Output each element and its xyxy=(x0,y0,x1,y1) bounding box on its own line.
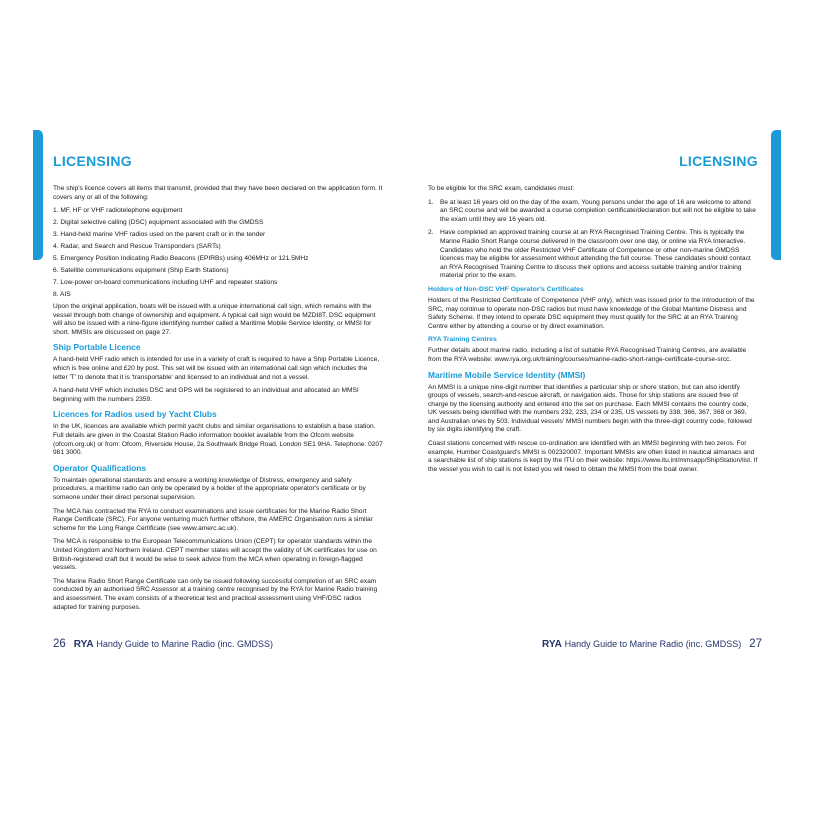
list-number: 2. xyxy=(428,229,434,237)
guide-title: Handy Guide to Marine Radio (inc. GMDSS) xyxy=(564,639,742,649)
page-title: LICENSING xyxy=(53,153,132,169)
intro-text: To be eligible for the SRC exam, candidates must: xyxy=(428,185,575,192)
list-item: 5. Emergency Position Indicating Radio Beacons (EPIRBs) using 406MHz or 121.5MHz xyxy=(53,255,309,263)
list-number: 1. xyxy=(428,198,434,206)
left-footer xyxy=(53,638,273,650)
list-item: 3. Hand-held marine VHF radios used on the parent craft or in the tender xyxy=(53,231,266,239)
right-page xyxy=(428,150,758,479)
list-item: 7. Low-power on-board communications including UHF and repeater stations xyxy=(53,279,278,287)
eligibility-list xyxy=(428,199,758,281)
intro-text: The ship's licence covers all items that transmit, provided that they have been declared on the application form. It covers any or all of the following: xyxy=(53,185,383,201)
page-number: 26 xyxy=(53,638,66,650)
paragraph: Coast stations concerned with rescue co-ordination are identified with an MMSI beginning with two zeros. For example, Humber Coastguard's MMSI is 002320007. Important MMSIs are often listed in nautical almanacs and a searchable list of ship stations is kept by the ITU on their website: https://www.itu.int/mmsapp/ShipStation/list. If the vessel you wish to call is not listed you will need to obtain the MMSI from the boat owner. xyxy=(428,440,758,473)
list-item xyxy=(428,229,758,281)
mmsi-heading: Maritime Mobile Service Identity (MMSI) xyxy=(428,369,586,380)
paragraph: The MCA is responsible to the European Telecommunications Union (CEPT) for operator standards within the United Kingdom and Northern Ireland. CEPT member states will accept the validity of UK certificates for use on British-registered craft but it would be wise to seek advice from the MCA when operating in foreign-flagged vessels. xyxy=(53,538,377,572)
paragraph: Holders of the Restricted Certificate of Competence (VHF only), which was issued prior to the introduction of the SRC, may continue to operate non-DSC radios but must have knowledge of the Global Maritime Distress and Safety Scheme. If they intend to operate DSC equipment they must qualify for the SRC at an RYA Training Centre either by attending a course or by direct examination. xyxy=(428,296,755,330)
paragraph: An MMSI is a unique nine-digit number that identifies a particular ship or shore station, but can also identify groups of vessels, search-and-rescue aircraft, or navigation aids. Those for ship stations are issued free of charge by the licensing authority and entered into the set on purchase. Each MMSI contains the country code, UK vessels being identified with the numbers 232, 233, 234 or 235, US vessels by 338, 366, 367, 368 or 369, and Australian ones by 503. Individual vessels' MMSI numbers begin with the three-digit country code, followed by six digits identifying the craft. xyxy=(428,383,752,434)
guide-title: Handy Guide to Marine Radio (inc. GMDSS) xyxy=(96,639,273,649)
list-item: 4. Radar, and Search and Rescue Transponders (SARTs) xyxy=(53,243,221,251)
list-text: Be at least 16 years old on the day of the exam. Young persons under the age of 16 are welcome to attend an SRC course and will be awarded a course completion certificate/declaration but will not be eligible to take the exam until they are 16 years old. xyxy=(440,198,756,223)
paragraph: A hand-held VHF radio which is intended for use in a variety of craft is required to have a Ship Portable Licence, which is free online and £20 by post. This set will be issued with an international call sign which includes the letter 'T' to denote that it is 'transportable' and licensed to an individual and not a vessel. xyxy=(53,356,380,381)
chapter-tab-right xyxy=(771,130,781,260)
list-item xyxy=(428,199,758,225)
brand-name: RYA xyxy=(542,639,562,650)
paragraph: In the UK, licences are available which permit yacht clubs and similar organisations to establish a base station. Full details are given in the Coastal Station Radio information booklet available from the Ofcom website (ofcom.org.uk) or from: Ofcom, Riverside House, 2a Southwark Bridge Road, London SE1 9HA. Telephone: 0207 981 3000. xyxy=(53,423,383,457)
ship-portable-heading: Ship Portable Licence xyxy=(53,342,141,353)
call-sign-paragraph: Upon the original application, boats will be issued with a unique international call sign, which remains with the vessel through both change of ownership and equipment. A typical call sign would be MZDI8T. DSC equipment will also be issued with a nine-figure identifying number called a Maritime Mobile Service Identity, or MMSI for short. MMSIs are discussed on page 27. xyxy=(53,303,376,336)
chapter-tab-left xyxy=(33,130,43,260)
list-text: Have completed an approved training course at an RYA Recognised Training Centre. This is typically the Marine Radio Short Range course delivered in the classroom over one day, or online via RYA Interactive. Candidates who hold the older Restricted VHF Certificate of Competence or other non-marine GMDSS licences may be eligible for assessment without attending the full course. These candidates should contact an RYA Recognised Training Centre to discuss their options and access suitable training and/or training material prior to the exam. xyxy=(440,229,751,280)
operator-qualifications-heading: Operator Qualifications xyxy=(53,462,147,473)
right-footer xyxy=(542,638,762,650)
paragraph: To maintain operational standards and ensure a working knowledge of Distress, emergency and safety procedures, a maritime radio can only be operated by a holder of the appropriate operator's certificate or by someone under their direct personal supervision. xyxy=(53,476,366,501)
paragraph: Further details about marine radio, including a list of suitable RYA Recognised Training Centres, are available from the RYA website: www.rya.org.uk/training/courses/marine-radio-short-range-certificate-course-srcc. xyxy=(428,347,747,363)
training-centres-heading: RYA Training Centres xyxy=(428,336,497,344)
left-page xyxy=(53,150,383,617)
licence-items-list xyxy=(53,207,383,299)
paragraph: The Marine Radio Short Range Certificate can only be issued following successful completion of an SRC exam conducted by an authorised SRC Assessor at a training centre recognised by the RYA for Marine Radio training and assessment. The exam consists of a theoretical test and practical assessment using VHF/DSC radios adapted for training purposes. xyxy=(53,577,378,611)
list-item: 8. AIS xyxy=(53,291,71,299)
paragraph: The MCA has contracted the RYA to conduct examinations and issue certificates for the Marine Radio Short Range Certificate (SRC). For anyone venturing much further offshore, the AMERC Organisation runs a similar scheme for the Long Range Certificate (see www.amerc.ac.uk). xyxy=(53,507,373,532)
list-item: 1. MF, HF or VHF radiotelephone equipment xyxy=(53,207,183,215)
brand-name: RYA xyxy=(73,639,94,650)
page-number: 27 xyxy=(749,638,762,650)
list-item: 6. Satellite communications equipment (Ship Earth Stations) xyxy=(53,267,229,275)
paragraph: A hand-held VHF which includes DSC and GPS will be registered to an individual and allocated an MMSI beginning with the numbers 2359. xyxy=(53,387,359,403)
list-item: 2. Digital selective calling (DSC) equipment associated with the GMDSS xyxy=(53,219,264,227)
non-dsc-heading: Holders of Non-DSC VHF Operator's Certificates xyxy=(428,285,584,293)
page-title: LICENSING xyxy=(679,153,758,169)
yacht-clubs-heading: Licences for Radios used by Yacht Clubs xyxy=(53,409,217,420)
